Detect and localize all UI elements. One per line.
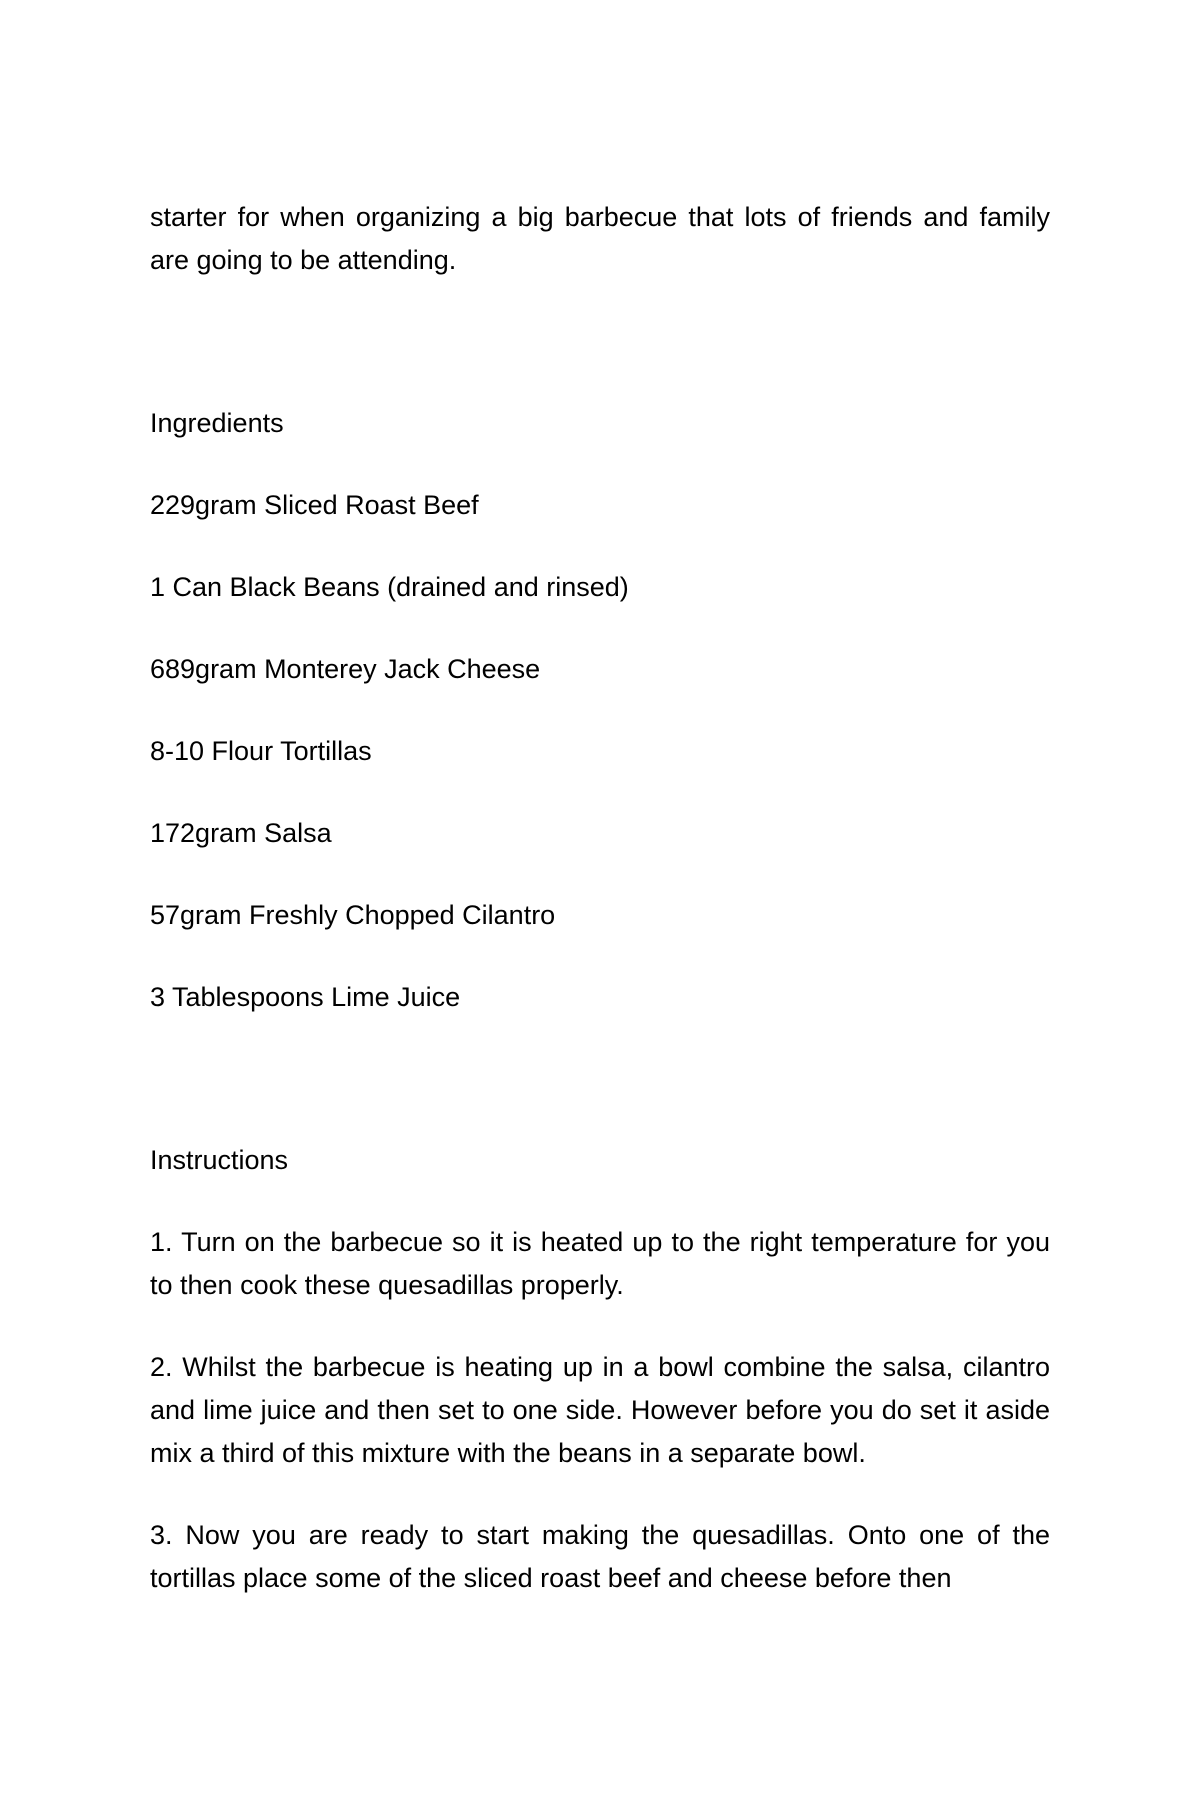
ingredients-heading: Ingredients: [150, 408, 284, 438]
ingredient-item: 229gram Sliced Roast Beef: [150, 490, 479, 520]
instruction-step: 2. Whilst the barbecue is heating up in a bowl combine the salsa, cilantro and lime juice and then set to one side. However before you do set it aside mix a third of this mixture with the beans in a separate bowl.: [150, 1352, 1050, 1468]
instructions-heading: Instructions: [150, 1145, 289, 1175]
instruction-step: 3. Now you are ready to start making the quesadillas. Onto one of the tortillas place some of the sliced roast beef and cheese before then: [150, 1520, 1050, 1593]
instruction-step: 1. Turn on the barbecue so it is heated up to the right temperature for you to then cook these quesadillas properly.: [150, 1227, 1050, 1300]
ingredient-item: 57gram Freshly Chopped Cilantro: [150, 900, 556, 930]
ingredient-item: 689gram Monterey Jack Cheese: [150, 654, 541, 684]
intro-paragraph: starter for when organizing a big barbecue that lots of friends and family are going to be attending.: [150, 202, 1050, 275]
ingredient-item: 1 Can Black Beans (drained and rinsed): [150, 572, 629, 602]
ingredient-item: 172gram Salsa: [150, 818, 332, 848]
ingredient-item: 3 Tablespoons Lime Juice: [150, 982, 461, 1012]
document-content: [150, 196, 1050, 1600]
instructions-list: [150, 1221, 1050, 1600]
ingredients-list: [150, 484, 1050, 1019]
ingredient-item: 8-10 Flour Tortillas: [150, 736, 372, 766]
